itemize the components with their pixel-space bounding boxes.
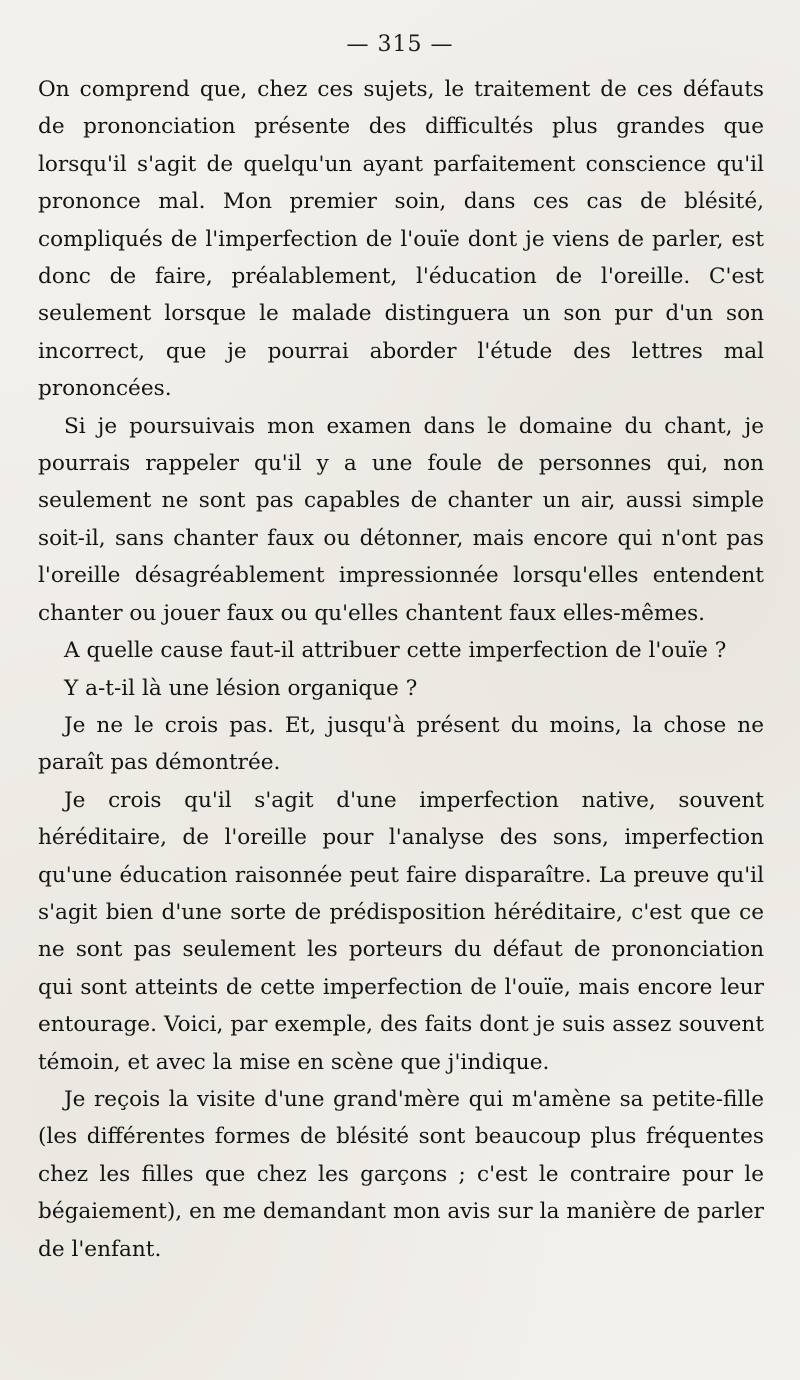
paragraph-5: Je ne le crois pas. Et, jusqu'à présent du moins, la chose ne paraît pas démontrée. [38,712,764,776]
paragraph-3: A quelle cause faut-il attribuer cette imperfection de l'ouïe ? [64,638,727,664]
paragraph-7: Je reçois la visite d'une grand'mère qui m'amène sa petite-fille (les différentes formes de blésité sont beaucoup plus fréquentes chez les filles que chez les garçons ; c'est le contraire pour le bégaiement), en me demandant mon avis sur la manière de parler de l'enfant. [38,1086,764,1262]
paragraph-6: Je crois qu'il s'agit d'une imperfection native, souvent héréditaire, de l'oreille pour l'analyse des sons, imperfection qu'une éducation raisonnée peut faire disparaître. La preuve qu'il s'agit bien d'une sorte de prédisposition héréditaire, c'est que ce ne sont pas seulement les porteurs du défaut de prononciation qui sont atteints de cette imperfection de l'ouïe, mais encore leur entourage. Voici, par exemple, des faits dont je suis assez souvent témoin, et avec la mise en scène que j'indique. [38,787,764,1075]
paragraph-2: Si je poursuivais mon examen dans le domaine du chant, je pourrais rappeler qu'il y a une foule de personnes qui, non seulement ne sont pas capables de chanter un air, aussi simple soit-il, sans chanter faux ou détonner, mais encore qui n'ont pas l'oreille désagréablement impressionnée lorsqu'elles entendent chanter ou jouer faux ou qu'elles chantent faux elles-mêmes. [38,413,764,626]
paragraph-4: Y a-t-il là une lésion organique ? [64,675,418,701]
page-number: — 315 — [346,32,454,57]
body-text [38,71,764,1268]
paragraph-1: On comprend que, chez ces sujets, le traitement de ces défauts de prononciation présente des difficultés plus grandes que lorsqu'il s'agit de quelqu'un ayant parfaitement conscience qu'il prononce mal. Mon premier soin, dans ces cas de blésité, compliqués de l'imperfection de l'ouïe dont je viens de parler, est donc de faire, préalablement, l'éducation de l'oreille. C'est seulement lorsque le malade distinguera un son pur d'un son incorrect, que je pourrai aborder l'étude des lettres mal prononcées. [38,77,764,402]
